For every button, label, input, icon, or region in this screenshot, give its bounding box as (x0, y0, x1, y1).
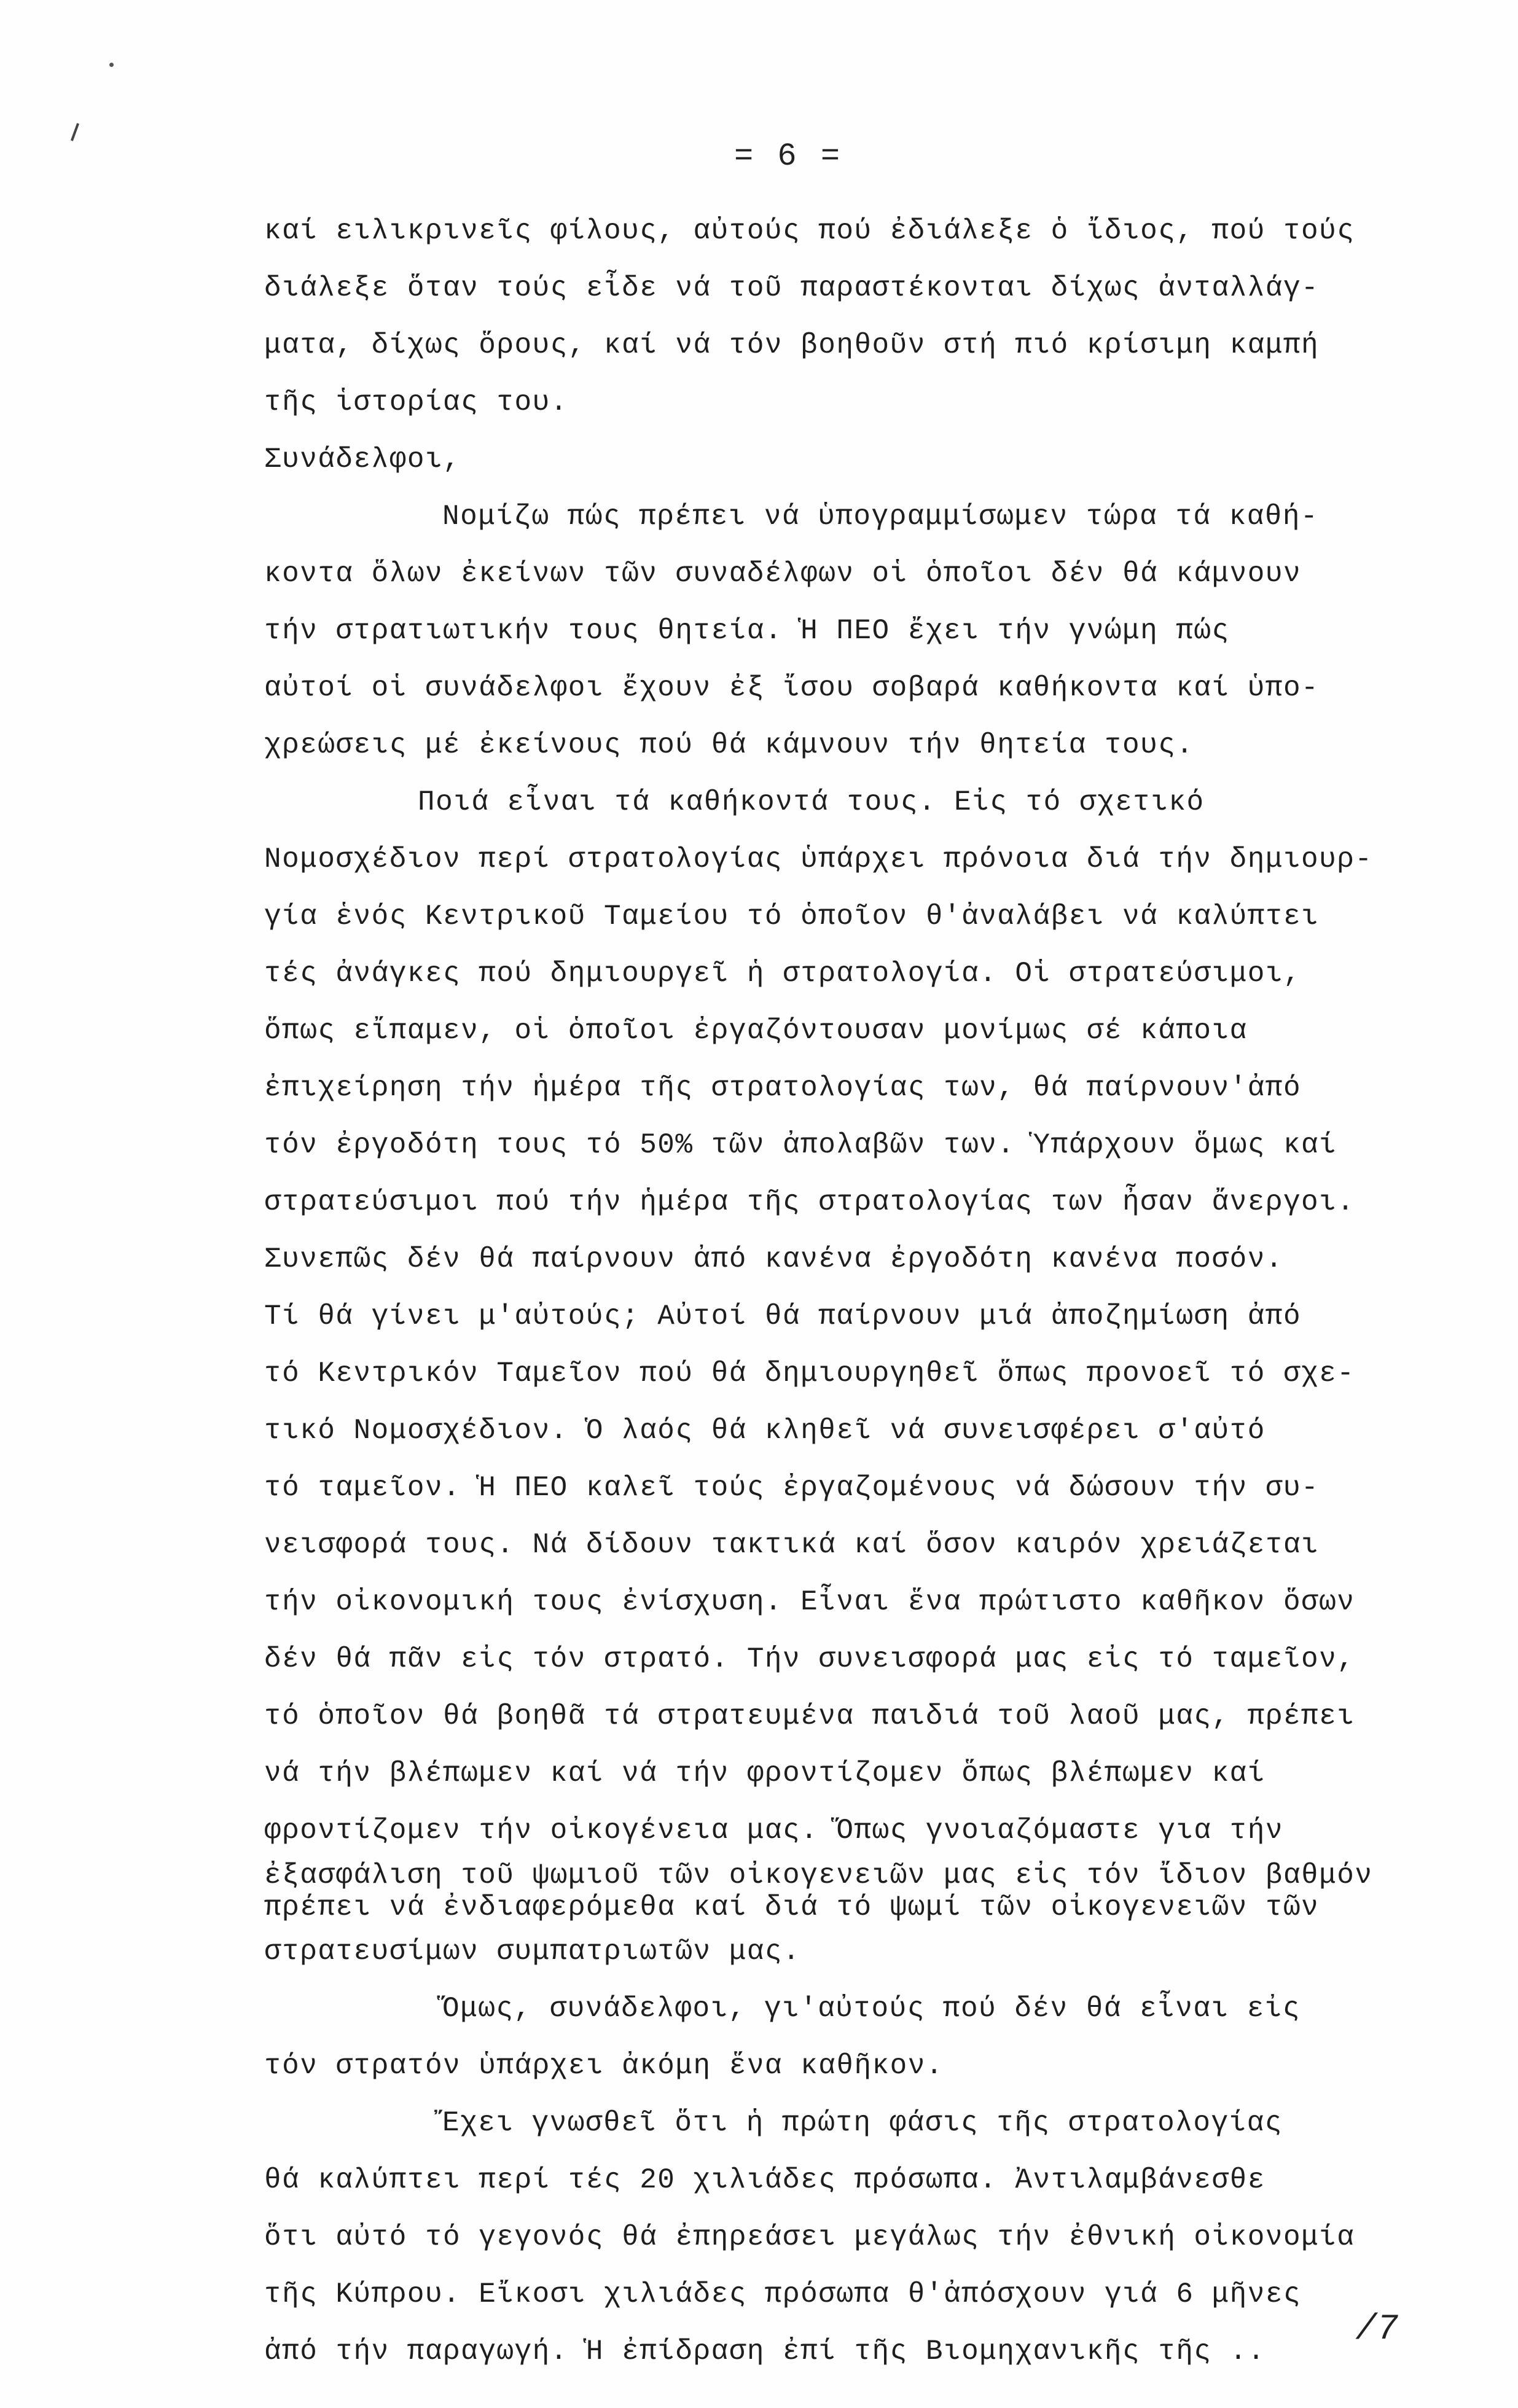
text-line: στρατευσίμων συμπατριωτῶν μας. (264, 1936, 801, 1968)
text-line: κοντα ὅλων ἐκείνων τῶν συναδέλφων οἱ ὁποῖοι δέν θά κάμνουν (264, 558, 1302, 590)
text-line: τῆς Κύπρου. Εἴκοσι χιλιάδες πρόσωπα θ'ἀπόσχουν γιά 6 μῆνες (264, 2278, 1302, 2310)
text-line: Ἔχει γνωσθεῖ ὅτι ἡ πρώτη φάσις τῆς στρατολογίας (442, 2107, 1283, 2139)
text-line: διάλεξε ὅταν τούς εἶδε νά τοῦ παραστέκονται δίχως ἀνταλλάγ- (264, 272, 1320, 304)
text-line: δέν θά πᾶν εἰς τόν στρατό. Τήν συνεισφορά μας εἰς τό ταμεῖον, (264, 1643, 1355, 1675)
text-line: φροντίζομεν τήν οἰκογένεια μας. Ὅπως γνοιαζόμαστε για τήν (264, 1815, 1283, 1847)
text-line: νά τήν βλέπωμεν καί νά τήν φροντίζομεν ὅπως βλέπωμεν καί (264, 1757, 1266, 1789)
continuation-mark: /7 (1355, 2310, 1398, 2350)
text-line: Νομοσχέδιον περί στρατολογίας ὑπάρχει πρόνοια διά τήν δημιουρ- (264, 843, 1373, 875)
text-line: τῆς ἱστορίας του. (264, 386, 568, 418)
text-line: χρεώσεις μέ ἐκείνους πού θά κάμνουν τήν θητεία τους. (264, 729, 1194, 761)
text-line: τήν οἰκονομική τους ἐνίσχυση. Εἶναι ἕνα πρώτιστο καθῆκον ὅσων (264, 1586, 1355, 1618)
text-line: Νομίζω πώς πρέπει νά ὑπογραμμίσωμεν τώρα τά καθή- (442, 501, 1319, 533)
text-line: καί ειλικρινεῖς φίλους, αὐτούς πού ἐδιάλεξε ὁ ἴδιος, πού τούς (264, 215, 1355, 247)
text-line: Ποιά εἶναι τά καθήκοντά τους. Εἰς τό σχετικό (418, 786, 1205, 818)
body-text (264, 203, 1456, 2380)
text-line: στρατεύσιμοι πού τήν ἡμέρα τῆς στρατολογίας των ἦσαν ἄνεργοι. (264, 1186, 1355, 1218)
text-line: πρέπει νά ἐνδιαφερόμεθα καί διά τό ψωμί τῶν οἰκογενειῶν τῶν (264, 1891, 1320, 1923)
text-line: ματα, δίχως ὅρους, καί νά τόν βοηθοῦν στή πιό κρίσιμη καμπή (264, 329, 1320, 361)
text-line: τές ἀνάγκες πού δημιουργεῖ ἡ στρατολογία. Οἱ στρατεύσιμοι, (264, 958, 1302, 990)
text-line: ἀπό τήν παραγωγή. Ἡ ἐπίδραση ἐπί τῆς Βιομηχανικῆς τῆς .. (264, 2336, 1266, 2367)
text-line: τόν στρατόν ὑπάρχει ἀκόμη ἕνα καθῆκον. (264, 2050, 944, 2082)
text-line: αὐτοί οἱ συνάδελφοι ἔχουν ἐξ ἴσου σοβαρά καθήκοντα καί ὑπο- (264, 672, 1320, 704)
text-line: τό Κεντρικόν Ταμεῖον πού θά δημιουργηθεῖ ὅπως προνοεῖ τό σχε- (264, 1358, 1355, 1390)
text-line: τόν ἐργοδότη τους τό 50% τῶν ἀπολαβῶν των. Ὑπάρχουν ὅμως καί (264, 1129, 1337, 1161)
text-line: Ὅμως, συνάδελφοι, γι'αὐτούς πού δέν θά εἶναι εἰς (442, 1993, 1301, 2025)
text-line: τό ὁποῖον θά βοηθᾶ τά στρατευμένα παιδιά τοῦ λαοῦ μας, πρέπει (264, 1700, 1355, 1732)
text-line: θά καλύπτει περί τές 20 χιλιάδες πρόσωπα. Ἀντιλαμβάνεσθε (264, 2164, 1266, 2196)
scan-speck (109, 63, 114, 67)
text-line: γία ἑνός Κεντρικοῦ Ταμείου τό ὁποῖον θ'ἀναλάβει νά καλύπτει (264, 901, 1320, 932)
page-number: = 6 = (734, 138, 843, 174)
text-line: τικό Νομοσχέδιον. Ὁ λαός θά κληθεῖ νά συνεισφέρει σ'αὐτό (264, 1415, 1266, 1447)
text-line: Συνεπῶς δέν θά παίρνουν ἀπό κανένα ἐργοδότη κανένα ποσόν. (264, 1243, 1283, 1275)
scan-mark (71, 123, 79, 141)
text-line: τό ταμεῖον. Ἡ ΠΕΟ καλεῖ τούς ἐργαζομένους νά δώσουν τήν συ- (264, 1472, 1320, 1504)
text-line: Τί θά γίνει μ'αὐτούς; Αὐτοί θά παίρνουν μιά ἀποζημίωση ἀπό (264, 1300, 1302, 1332)
text-line: ὅπως εἴπαμεν, οἱ ὁποῖοι ἐργαζόντουσαν μονίμως σέ κάποια (264, 1015, 1248, 1047)
text-line: ὅτι αὐτό τό γεγονός θά ἐπηρεάσει μεγάλως τήν ἐθνική οἰκονομία (264, 2221, 1355, 2253)
text-line: τήν στρατιωτικήν τους θητεία. Ἡ ΠΕΟ ἔχει τήν γνώμη πώς (264, 615, 1230, 647)
text-line: Συνάδελφοι, (264, 444, 461, 475)
text-line: ἐξασφάλιση τοῦ ψωμιοῦ τῶν οἰκογενειῶν μας εἰς τόν ἴδιον βαθμόν (264, 1859, 1373, 1891)
text-line: ἐπιχείρηση τήν ἡμέρα τῆς στρατολογίας των, θά παίρνουν'ἀπό (264, 1072, 1302, 1104)
text-line: νεισφορά τους. Νά δίδουν τακτικά καί ὅσον καιρόν χρειάζεται (264, 1529, 1320, 1561)
